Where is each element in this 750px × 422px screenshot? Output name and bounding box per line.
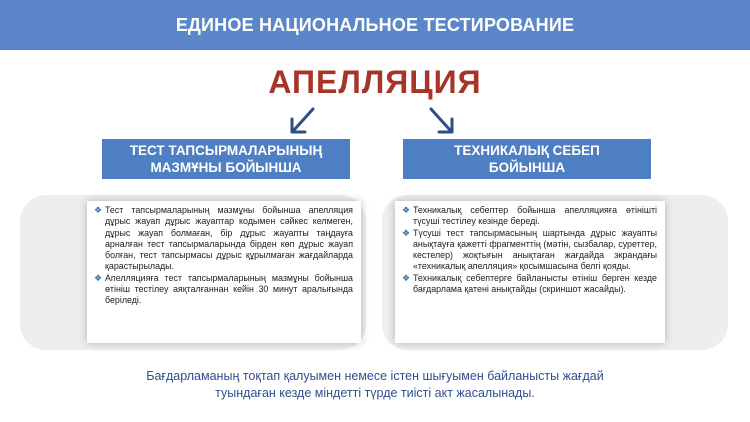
diamond-bullet-icon: ❖ bbox=[402, 227, 411, 238]
list-item-text: Түсуші тест тапсырмасының шартында дұрыс жауапты анықтауға қажетті фрагменттің (мәтін, сызбалар, суреттер, кестелер) жоқтығын анықтаған жағдайда экрандағы «техникалық апелляция» қосымшасына белгі қояды. bbox=[413, 227, 657, 272]
diamond-bullet-icon: ❖ bbox=[402, 272, 411, 283]
header-title: ЕДИНОЕ НАЦИОНАЛЬНОЕ ТЕСТИРОВАНИЕ bbox=[175, 14, 575, 35]
footer-note-line2: туындаған кезде міндетті түрде тиісті акт жасалынады. bbox=[215, 386, 535, 400]
list-item bbox=[403, 228, 657, 273]
diamond-bullet-icon: ❖ bbox=[94, 205, 103, 215]
list-item-text: Тест тапсырмаларының мазмұны бойынша апелляция дұрыс жауап дұрыс жауаптар кодымен сәйкес келмеген, дұрыс жауап болмаған, бір дұрыс жауапты таңдауға арналған тест тапсырмаларында бірден көп дұрыс жауап болған, тест тапсырмасы дұрыс құрылмаған жағдайларда қарастырылады. bbox=[105, 205, 353, 272]
technical-appeal-box bbox=[395, 201, 665, 343]
list-item-text: Техникалық себептерге байланысты өтініш берген кезде бағдарлама қатені анықтайды (скриншот жасайды). bbox=[413, 272, 657, 295]
list-item bbox=[403, 205, 657, 228]
technical-appeal-tag-line1: ТЕХНИКАЛЫҚ СЕБЕП bbox=[454, 143, 600, 158]
list-item bbox=[95, 273, 353, 307]
content-appeal-tag-line2: МАЗМҰНЫ БОЙЫНША bbox=[150, 160, 302, 175]
content-appeal-tag bbox=[102, 139, 350, 179]
list-item bbox=[403, 273, 657, 296]
technical-appeal-tag-line2: БОЙЫНША bbox=[488, 160, 566, 175]
list-item-text: Техникалық себептер бойынша апелляцияға өтінішті түсуші тестілеу кезінде береді. bbox=[413, 205, 657, 227]
main-title: АПЕЛЛЯЦИЯ bbox=[268, 64, 482, 100]
content-appeal-box bbox=[87, 201, 361, 343]
arrow-down-left-icon bbox=[285, 104, 319, 138]
arrow-down-right-icon bbox=[425, 104, 459, 138]
list-item-text: Апелляцияға тест тапсырмаларының мазмұны бойынша өтініш тестілеу аяқталғаннан кейін 30 минут аралығында беріледі. bbox=[105, 272, 353, 306]
list-item bbox=[95, 205, 353, 273]
diamond-bullet-icon: ❖ bbox=[402, 205, 411, 215]
technical-appeal-tag bbox=[403, 139, 651, 179]
header-bar bbox=[0, 0, 750, 50]
footer-note bbox=[0, 368, 750, 402]
footer-note-line1: Бағдарламаның тоқтап қалуымен немесе істен шығуымен байланысты жағдай bbox=[146, 369, 604, 383]
content-appeal-tag-line1: ТЕСТ ТАПСЫРМАЛАРЫНЫҢ bbox=[129, 143, 323, 158]
diamond-bullet-icon: ❖ bbox=[94, 272, 103, 283]
